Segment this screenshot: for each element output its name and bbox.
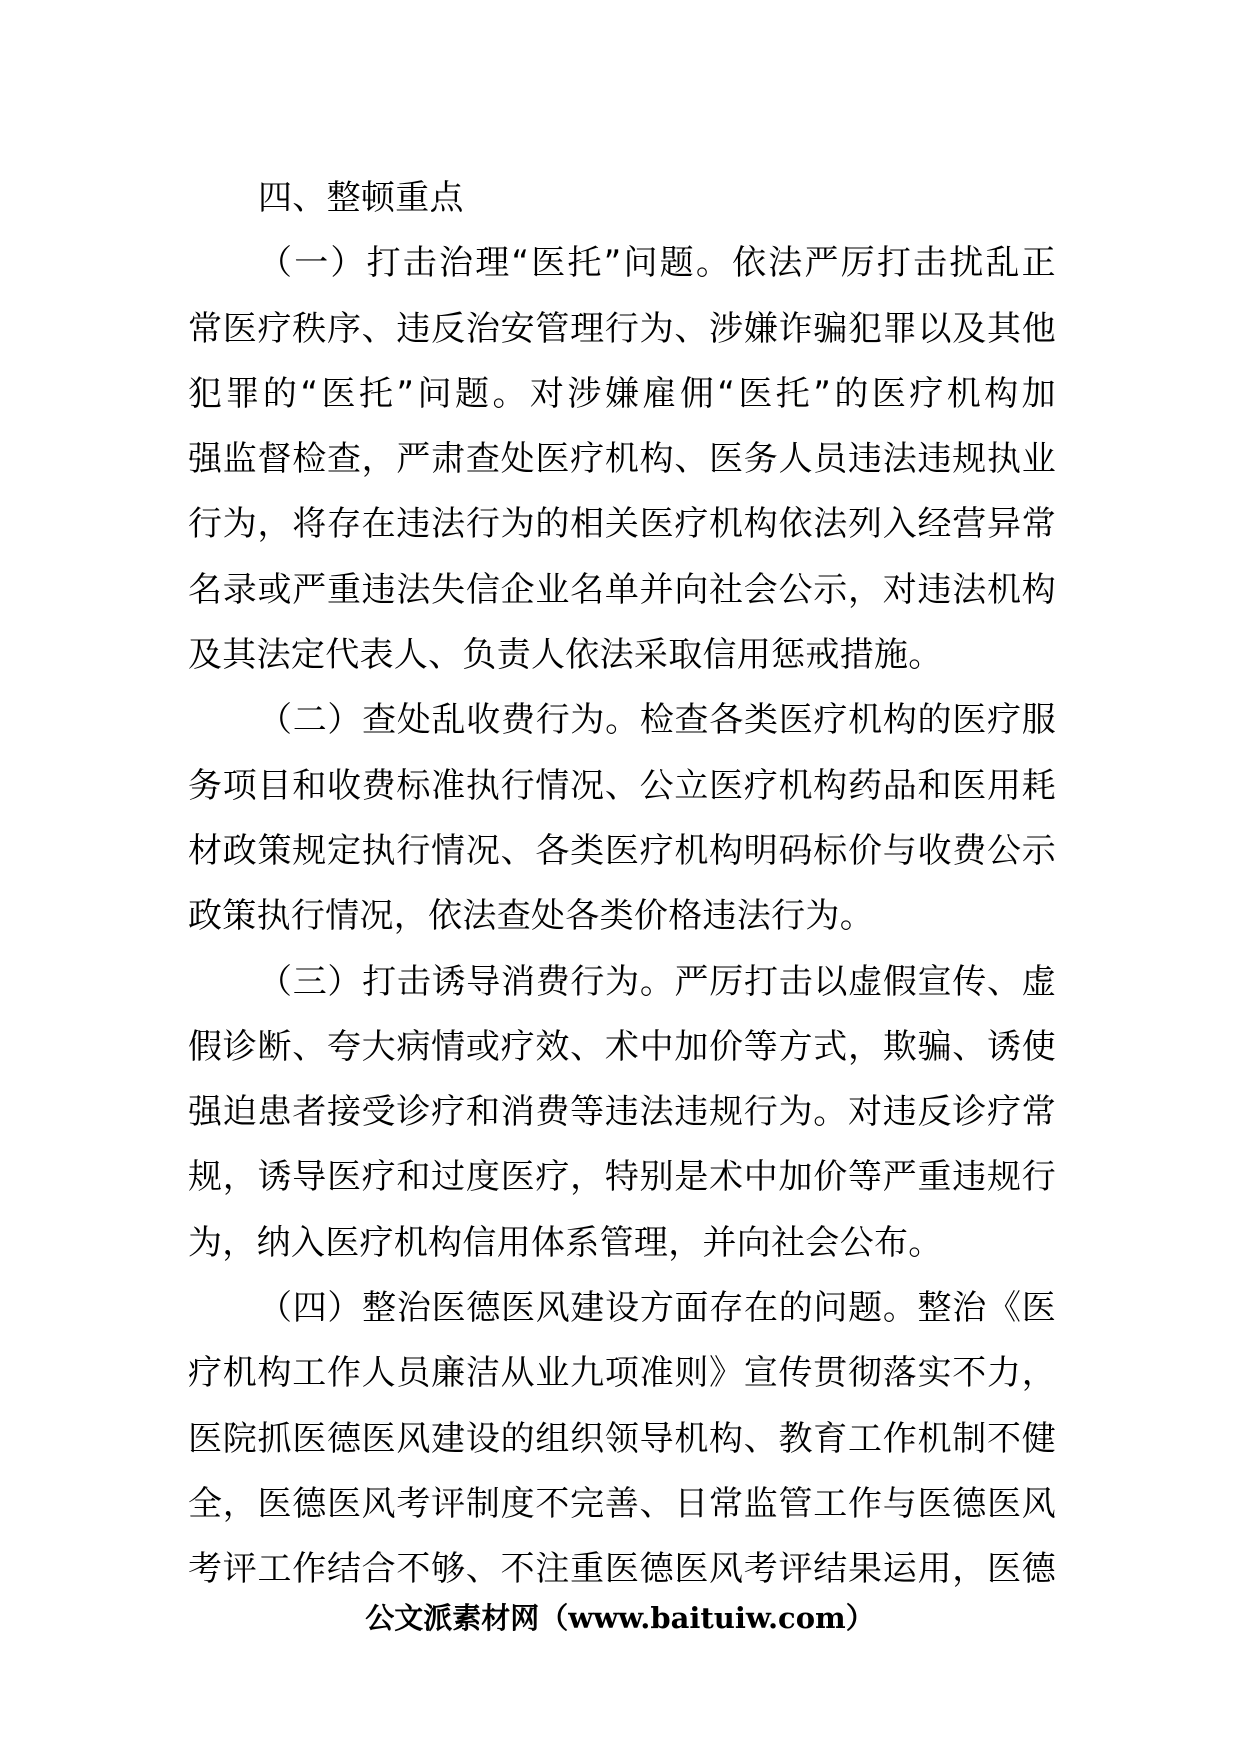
text-line: （四）整治医德医风建设方面存在的问题。整治《医 [258, 1288, 1056, 1329]
text-line: （一）打击治理“医托”问题。依法严厉打击扰乱正 [258, 243, 1056, 284]
text-line: 考评工作结合不够、不注重医德医风考评结果运用，医德 [188, 1549, 1056, 1590]
text-line: 政策执行情况，依法查处各类价格违法行为。 [188, 896, 874, 937]
text-line: 疗机构工作人员廉洁从业九项准则》宣传贯彻落实不力， [188, 1353, 1056, 1394]
document-body [188, 166, 1056, 1603]
text-line: 犯罪的“医托”问题。对涉嫌雇佣“医托”的医疗机构加 [188, 373, 1056, 414]
text-line: 务项目和收费标准执行情况、公立医疗机构药品和医用耗 [188, 765, 1056, 806]
text-line: 四、整顿重点 [258, 178, 464, 218]
text-line: 医院抓医德医风建设的组织领导机构、教育工作机制不健 [188, 1418, 1056, 1459]
text-line: （三）打击诱导消费行为。严厉打击以虚假宣传、虚 [258, 961, 1056, 1002]
text-line: （二）查处乱收费行为。检查各类医疗机构的医疗服 [258, 700, 1056, 741]
text-line: 行为，将存在违法行为的相关医疗机构依法列入经营异常 [188, 504, 1056, 545]
text-line: 全，医德医风考评制度不完善、日常监管工作与医德医风 [188, 1483, 1056, 1524]
text-line: 为，纳入医疗机构信用体系管理，并向社会公布。 [188, 1222, 943, 1263]
text-line: 材政策规定执行情况、各类医疗机构明码标价与收费公示 [188, 830, 1056, 871]
footer-watermark: 公文派素材网（www.baituiw.com） [365, 1601, 875, 1635]
text-line: 常医疗秩序、违反治安管理行为、涉嫌诈骗犯罪以及其他 [188, 308, 1056, 349]
text-line: 强监督检查，严肃查处医疗机构、医务人员违法违规执业 [188, 439, 1056, 480]
text-line: 假诊断、夸大病情或疗效、术中加价等方式，欺骗、诱使 [188, 1026, 1056, 1067]
text-line: 名录或严重违法失信企业名单并向社会公示，对违法机构 [188, 569, 1056, 610]
text-line: 规，诱导医疗和过度医疗，特别是术中加价等严重违规行 [188, 1157, 1056, 1198]
text-line: 强迫患者接受诊疗和消费等违法违规行为。对违反诊疗常 [188, 1092, 1056, 1133]
text-line: 及其法定代表人、负责人依法采取信用惩戒措施。 [188, 635, 943, 676]
